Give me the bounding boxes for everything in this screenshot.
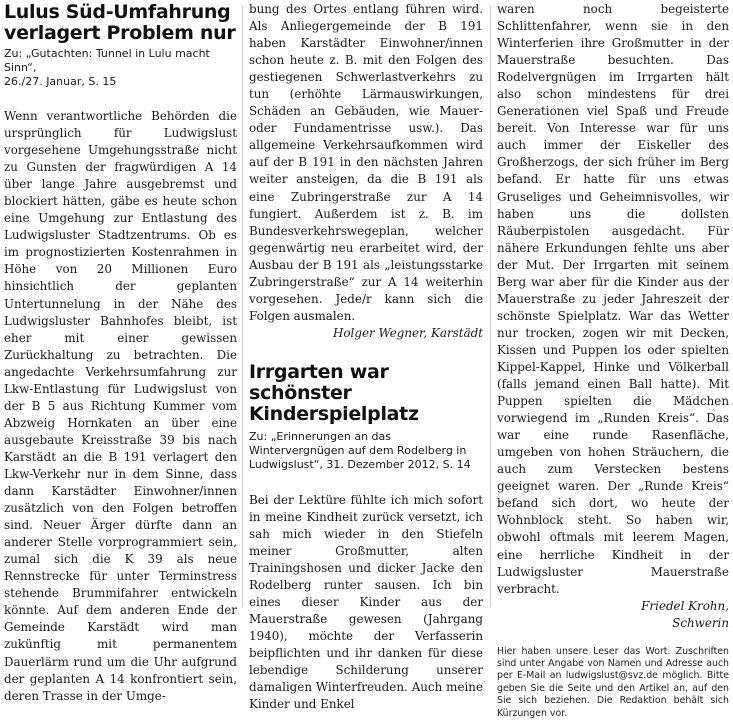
- article-1-headline: [4, 2, 237, 44]
- article-2-body-col2: Bei der Lektüre fühlte ich mich sofort in meine Kindheit zurück versetzt, ich sah mich wieder in den Stiefeln meiner Großmutter, alten Trainingshosen und dicker Jacke den Rodelberg runter sausen. Ich bin eines dieser Kinder aus der Mauerstraße gewesen (Jahrgang 1940), möchte der Verfasserin beipflichten und ihr danken für diese lebendige Schilderung unserer damaligen Winterfreuden. Auch meine Kinder und Enkel: [249, 492, 483, 712]
- article-1-signature: Holger Wegner, Karstädt: [333, 325, 483, 340]
- column-divider: [242, 6, 243, 607]
- article-2-signature-name: Friedel Krohn,: [641, 598, 729, 613]
- column-1: [4, 0, 237, 703]
- column-3: [497, 0, 729, 719]
- editor-note: Hier haben unsere Leser das Wort. Zuschriften sind unter Angabe von Namen und Adresse auch per E-Mail an ludwigslust@svz.de möglich. Bitte geben Sie die Seite und den Artikel an, auf den Sie sich beziehen. Die Redaktion behält sich Kürzungen vor.: [497, 645, 729, 719]
- headline-line: Irrgarten war schönster: [249, 360, 389, 404]
- article-1-reference: [4, 47, 237, 89]
- column-2: [249, 0, 483, 712]
- article-2-signature-place: Schwerin: [672, 615, 729, 630]
- reference-line: Zu: „Gutachten: Tunnel in Lulu macht Sinn“,: [4, 47, 210, 74]
- article-1-body-col1: Wenn verantwortliche Behörden die ursprünglich für Ludwigslust vorgesehene Umgehungsstraße nicht zu Gunsten der fragwürdigen A 14 über lange Jahre ausgebremst und blockiert hätten, gäbe es heute schon eine Umgehung zur Entlastung des Ludwigsluster Stadtzentrums. Ob es im prognostizierten Kostenrahmen in Höhe von 20 Millionen Euro hinsichtlich der geplanten Untertunnelung in der Nähe des Ludwigsluster Bahnhofes bleibt, ist eher mit einer gewissen Zurückhaltung zu betrachten. Die angedachte Verkehrsumfahrung zur Lkw-Entlastung für Ludwigslust von der B 5 aus Richtung Kummer vom Abzweig Hornkaten an über eine ausgebaute Kreisstraße 39 bis nach Karstädt an die B 191 verlagert den Lkw-Verkehr nur in dem Sinne, dass dann Karstädter Einwohner/innen zusätzlich von den Folgen betroffen sind. Neuer Ärger dürfte dann an anderer Stelle vorprogrammiert sein, zumal sich die K 39 als neue Rennstrecke für unter Terminstress stehende Brummifahrer entwickeln könnte. Auf dem anderen Ende der Gemeinde Karstädt wird man zukünftig mit permanentem Dauerlärm rund um die Uhr aufgrund der geplanten A 14 konfrontiert sein, deren Trasse in der Umge-: [4, 109, 237, 703]
- reference-line: 26./27. Januar, S. 15: [4, 75, 117, 88]
- headline-line: Kinderspielplatz: [249, 402, 419, 425]
- article-2-reference: Zu: „Erinnerungen an das Wintervergnügen auf dem Rodelberg in Ludwigslust“, 31. Dezember 2012, S. 14: [249, 429, 471, 471]
- article-2-headline: [249, 362, 483, 425]
- column-divider: [490, 6, 491, 607]
- headline-line: Lulus Süd-Umfahrung: [4, 1, 231, 23]
- headline-line: verlagert Problem nur: [4, 22, 236, 44]
- article-1-body-col2: bung des Ortes entlang führen wird. Als Anliegergemeinde der B 191 haben Karstädter Einwohner/innen schon heute z. B. mit den Folgen des gestiegenen Schwerlastverkehrs zu tun (erhöhte Lärmauswirkungen, Schäden an Gebäuden, wie Mauer- oder Fundamentrisse usw.). Das allgemeine Verkehrsaufkommen wird auf der B 191 in den nächsten Jahren weiter ansteigen, da die B 191 als eine Zubringerstraße zur A 14 fungiert. Außerdem ist z. B. im Bundesverkehrswegeplan, welcher gegenwärtig neu erarbeitet wird, der Ausbau der B 191 als „leistungsstarke Zubringerstraße“ zur A 14 weiterhin vorgesehen. Jede/r kann sich die Folgen ausmalen.: [249, 2, 483, 323]
- article-2-body-col3: waren noch begeisterte Schlittenfahrer, wenn sie in den Winterferien ihre Großmutter in der Mauerstraße besuchten. Das Rodelvergnügen im Irrgarten hält also schon mindestens für drei Generationen viel Spaß und Freude bereit. Von Interesse war für uns auch immer der Eiskeller des Großherzogs, der sich früher im Berg befand. Er hatte für uns etwas Gruseliges und Geheimnisvolles, wir haben uns die dollsten Räuberpistolen ausgedacht. Für nähere Erkundungen fehlte uns aber der Mut. Der Irrgarten mit seinem Berg war aber für die Kinder aus der Mauerstraße zu jeder Jahreszeit der schönste Spielplatz. War das Wetter nur trocken, zogen wir mit Decken, Kissen und Puppen los oder spielten Kippel-Kappel, Hinke und Völkerball (falls jemand einen Ball hatte). Mit Puppen spielten die Mädchen vorwiegend im „Runden Kreis“. Das war eine runde Rasenfläche, umgeben von hohen Sträuchern, die auch zum Verstecken bestens geeignet waren. Der „Runde Kreis“ befand sich dort, wo heute der Wohnblock steht. So haben wir, obwohl oftmals mit leerem Magen, eine herrliche Kindheit in der Ludwigsluster Mauerstraße verbracht.: [497, 2, 729, 596]
